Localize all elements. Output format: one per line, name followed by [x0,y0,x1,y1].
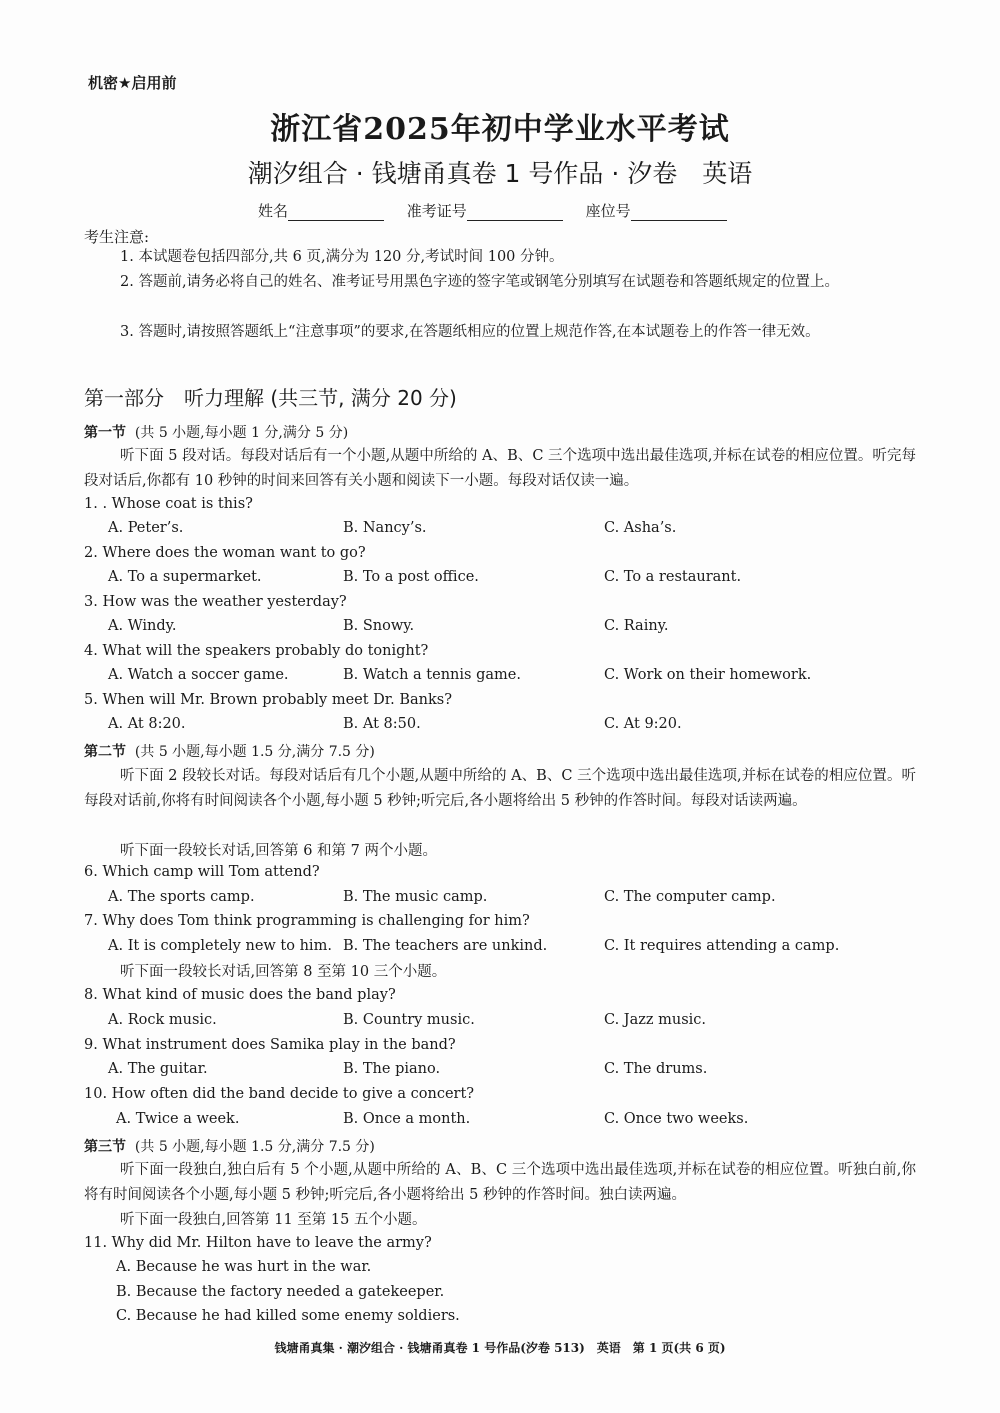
part-heading: 第一部分 听力理解 (共三节, 满分 20 分) [84,386,457,410]
question-11: 11. Why did Mr. Hilton have to leave the army? [84,1235,432,1251]
section-2-instructions: 听下面 2 段较长对话。每段对话后有几个小题,从题中所给的 A、B、C 三个选项中选出最佳选项,并标在试卷的相应位置。听每段对话前,你将有时间阅读各个小题,每小题 5 秒钟;听完后,各小题将给出 5 秒钟的作答时间。每段对话读两遍。 [84,768,916,809]
candidate-fields [258,200,745,221]
section-3-title: 第三节 [84,1139,126,1155]
exam-id-blank [467,206,563,221]
seat-blank [631,206,727,221]
question-4: 4. What will the speakers probably do tonight? [84,643,429,659]
section-1-title: 第一节 [84,425,126,441]
q9-option-a: A. The guitar. [108,1061,208,1077]
question-2: 2. Where does the woman want to go? [84,545,366,561]
q6-option-c: C. The computer camp. [604,889,776,905]
q10-option-c: C. Once two weeks. [604,1111,749,1127]
q1-option-c: C. Asha’s. [604,520,677,536]
exam-title: 浙江省2025年初中学业水平考试 [270,112,730,147]
section-2-sub2: 听下面一段较长对话,回答第 8 至第 10 三个小题。 [120,964,447,980]
question-10: 10. How often did the band decide to give a concert? [84,1086,475,1102]
notice-item-1: 1. 本试题卷包括四部分,共 6 页,满分为 120 分,考试时间 100 分钟。 [120,249,564,265]
q5-option-c: C. At 9:20. [604,716,682,732]
section-3-sub1: 听下面一段独白,回答第 11 至第 15 五个小题。 [120,1212,427,1228]
q3-option-b: B. Snowy. [343,618,415,634]
name-label: 姓名 [258,202,289,220]
exam-subtitle: 潮汐组合 · 钱塘甬真卷 1 号作品 · 汐卷 英语 [247,159,753,188]
question-9: 9. What instrument does Samika play in the band? [84,1037,456,1053]
q11-option-b: B. Because the factory needed a gatekeeper. [116,1284,445,1300]
question-7: 7. Why does Tom think programming is challenging for him? [84,913,530,929]
seat-label: 座位号 [585,202,631,220]
section-1-instructions: 听下面 5 段对话。每段对话后有一个小题,从题中所给的 A、B、C 三个选项中选出最佳选项,并标在试卷的相应位置。听完每段对话后,你都有 10 秒钟的时间来回答有关小题和阅读下一小题。每段对话仅读一遍。 [84,448,916,489]
page-footer: 钱塘甬真集 · 潮汐组合 · 钱塘甬真卷 1 号作品(汐卷 513) 英语 第 1 页(共 6 页) [274,1341,726,1355]
name-blank [288,206,384,221]
question-5: 5. When will Mr. Brown probably meet Dr. Banks? [84,692,452,708]
question-6: 6. Which camp will Tom attend? [84,864,320,880]
q9-option-b: B. The piano. [343,1061,441,1077]
section-3-heading [84,1136,375,1156]
section-3-info: (共 5 小题,每小题 1.5 分,满分 7.5 分) [134,1139,375,1155]
q7-option-c: C. It requires attending a camp. [604,938,840,954]
q9-option-c: C. The drums. [604,1061,708,1077]
question-8: 8. What kind of music does the band play? [84,987,396,1003]
section-2-heading [84,741,375,761]
q8-option-c: C. Jazz music. [604,1012,707,1028]
q5-option-b: B. At 8:50. [343,716,421,732]
q6-option-b: B. The music camp. [343,889,488,905]
q10-option-a: A. Twice a week. [116,1111,240,1127]
q4-option-c: C. Work on their homework. [604,667,812,683]
q2-option-b: B. To a post office. [343,569,479,585]
q2-option-a: A. To a supermarket. [108,569,262,585]
q10-option-b: B. Once a month. [343,1111,471,1127]
q6-option-a: A. The sports camp. [108,889,255,905]
question-1: 1. . Whose coat is this? [84,496,253,512]
confidential-label: 机密★启用前 [88,74,177,92]
q8-option-b: B. Country music. [343,1012,475,1028]
exam-id-label: 准考证号 [406,202,467,220]
q11-option-a: A. Because he was hurt in the war. [116,1259,372,1275]
notice-heading: 考生注意: [84,228,150,246]
q4-option-b: B. Watch a tennis game. [343,667,521,683]
q5-option-a: A. At 8:20. [108,716,186,732]
notice-item-2: 2. 答题前,请务必将自己的姓名、准考证号用黑色字迹的签字笔或钢笔分别填写在试题卷和答题纸规定的位置上。 [120,274,840,290]
q7-option-a: A. It is completely new to him. [108,938,332,954]
notice-item-3: 3. 答题时,请按照答题纸上“注意事项”的要求,在答题纸相应的位置上规范作答,在本试题卷上的作答一律无效。 [120,324,820,340]
section-3-instructions: 听下面一段独白,独白后有 5 个小题,从题中所给的 A、B、C 三个选项中选出最佳选项,并标在试卷的相应位置。听独白前,你将有时间阅读各个小题,每小题 5 秒钟;听完后,各小题将给出 5 秒钟的作答时间。独白读两遍。 [84,1162,916,1203]
section-2-info: (共 5 小题,每小题 1.5 分,满分 7.5 分) [134,744,375,760]
q1-option-a: A. Peter’s. [108,520,184,536]
q7-option-b: B. The teachers are unkind. [343,938,548,954]
section-2-title: 第二节 [84,744,126,760]
section-1-heading [84,422,348,442]
section-2-sub1: 听下面一段较长对话,回答第 6 和第 7 两个小题。 [120,843,437,859]
q11-option-c: C. Because he had killed some enemy soldiers. [116,1308,460,1324]
question-3: 3. How was the weather yesterday? [84,594,347,610]
q3-option-c: C. Rainy. [604,618,669,634]
q3-option-a: A. Windy. [108,618,177,634]
q4-option-a: A. Watch a soccer game. [108,667,289,683]
q2-option-c: C. To a restaurant. [604,569,742,585]
section-1-info: (共 5 小题,每小题 1 分,满分 5 分) [134,425,349,441]
q8-option-a: A. Rock music. [108,1012,217,1028]
q1-option-b: B. Nancy’s. [343,520,427,536]
